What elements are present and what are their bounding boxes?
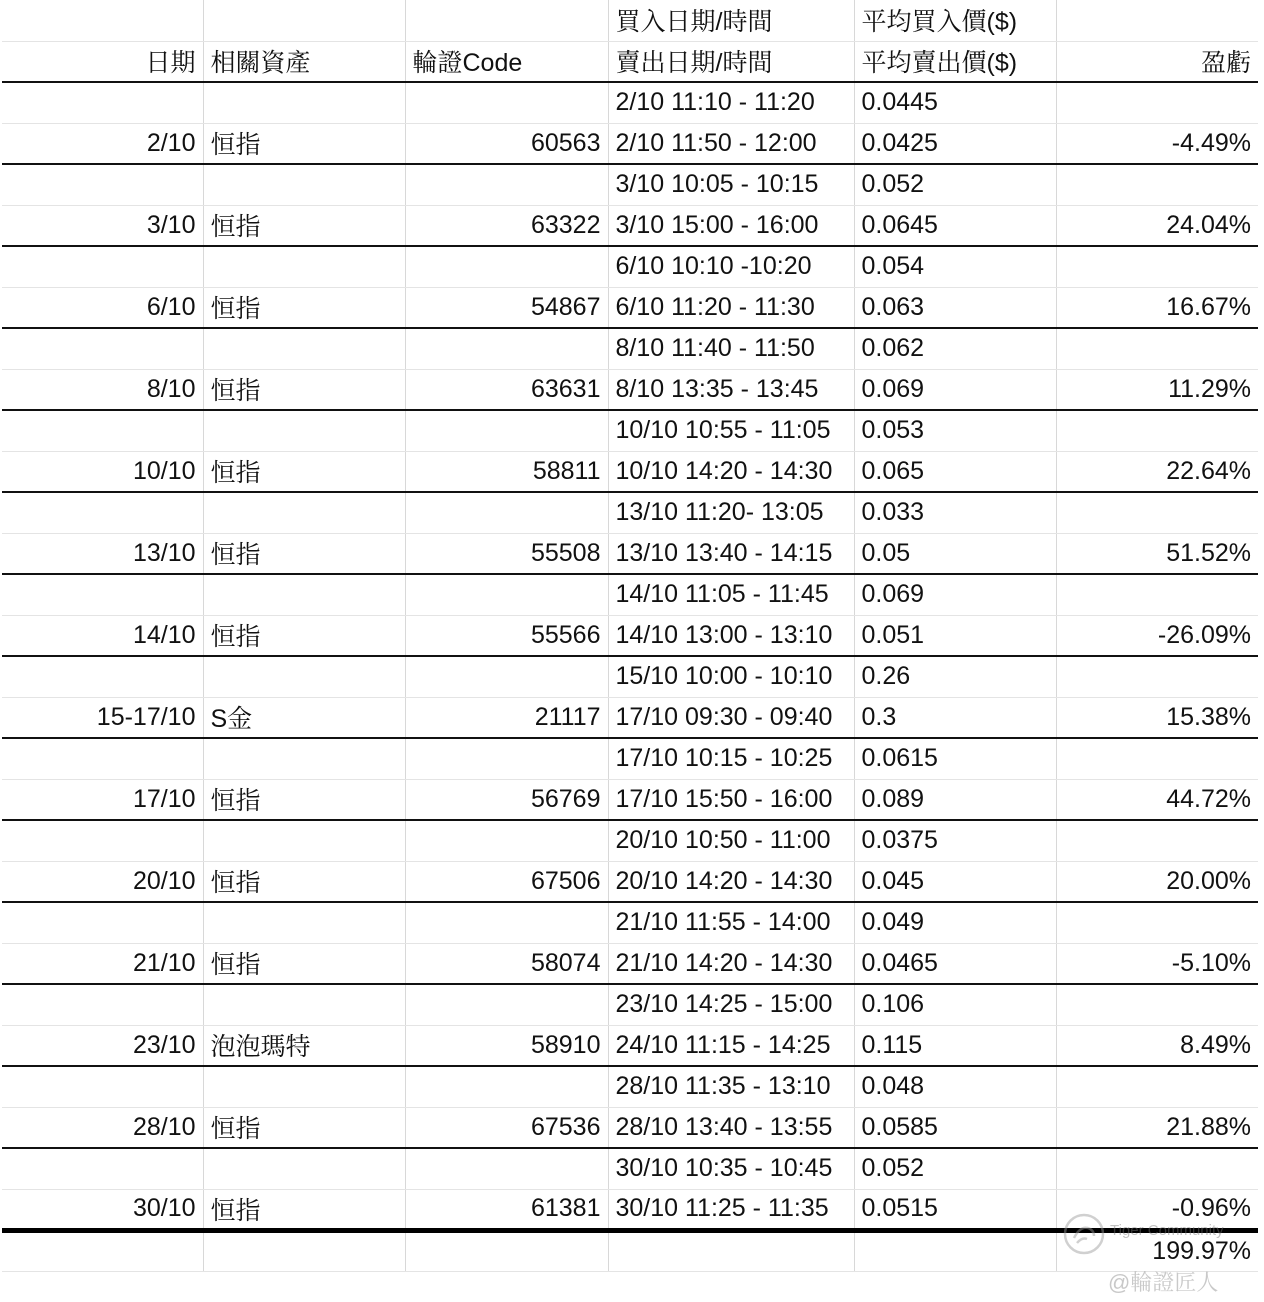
table-row-buy [2, 492, 1258, 533]
pnl-cell[interactable]: -0.96% [1056, 1189, 1258, 1230]
cell-empty[interactable] [203, 656, 405, 697]
code-cell[interactable]: 60563 [405, 123, 608, 164]
buy-price-cell[interactable]: 0.053 [854, 410, 1056, 451]
sell-time-cell[interactable]: 30/10 11:25 - 11:35 [608, 1189, 854, 1230]
code-cell[interactable]: 63322 [405, 205, 608, 246]
cell-empty[interactable] [1056, 492, 1258, 533]
date-cell[interactable]: 28/10 [2, 1107, 203, 1148]
cell-empty[interactable] [854, 1230, 1056, 1271]
code-cell[interactable]: 21117 [405, 697, 608, 738]
total-row [2, 1230, 1258, 1271]
cell-empty[interactable] [405, 656, 608, 697]
cell-empty[interactable] [2, 1066, 203, 1107]
sell-price-cell[interactable]: 0.045 [854, 861, 1056, 902]
cell-empty[interactable] [203, 246, 405, 287]
asset-cell[interactable]: 恒指 [203, 205, 405, 246]
buy-time-cell[interactable]: 23/10 14:25 - 15:00 [608, 984, 854, 1025]
sell-price-cell[interactable]: 0.115 [854, 1025, 1056, 1066]
sell-price-cell[interactable]: 0.051 [854, 615, 1056, 656]
table-row-buy [2, 574, 1258, 615]
buy-time-cell[interactable]: 30/10 10:35 - 10:45 [608, 1148, 854, 1189]
asset-cell[interactable]: 恒指 [203, 369, 405, 410]
header-sell-time[interactable]: 賣出日期/時間 [608, 41, 854, 82]
cell-empty[interactable] [2, 410, 203, 451]
sell-price-cell[interactable]: 0.3 [854, 697, 1056, 738]
cell-empty[interactable] [405, 492, 608, 533]
cell-empty[interactable] [1056, 164, 1258, 205]
cell-empty[interactable] [405, 902, 608, 943]
cell-empty[interactable] [1056, 738, 1258, 779]
sell-time-cell[interactable]: 2/10 11:50 - 12:00 [608, 123, 854, 164]
pnl-cell[interactable]: -5.10% [1056, 943, 1258, 984]
asset-cell[interactable]: 泡泡瑪特 [203, 1025, 405, 1066]
cell-empty[interactable] [203, 164, 405, 205]
sell-time-cell[interactable]: 3/10 15:00 - 16:00 [608, 205, 854, 246]
cell-empty[interactable] [1056, 1066, 1258, 1107]
buy-price-cell[interactable]: 0.052 [854, 164, 1056, 205]
sell-price-cell[interactable]: 0.0465 [854, 943, 1056, 984]
header-asset[interactable]: 相關資產 [203, 41, 405, 82]
cell-empty[interactable] [2, 738, 203, 779]
buy-time-cell[interactable]: 8/10 11:40 - 11:50 [608, 328, 854, 369]
cell-empty[interactable] [203, 738, 405, 779]
table-row-buy [2, 656, 1258, 697]
asset-cell[interactable]: 恒指 [203, 861, 405, 902]
buy-time-cell[interactable]: 14/10 11:05 - 11:45 [608, 574, 854, 615]
table-row-buy [2, 246, 1258, 287]
trade-table [2, 0, 1258, 1272]
buy-time-cell[interactable]: 20/10 10:50 - 11:00 [608, 820, 854, 861]
code-cell[interactable]: 67536 [405, 1107, 608, 1148]
date-cell[interactable]: 10/10 [2, 451, 203, 492]
cell-empty[interactable] [2, 1148, 203, 1189]
asset-cell[interactable]: 恒指 [203, 615, 405, 656]
asset-cell[interactable]: 恒指 [203, 451, 405, 492]
cell-empty[interactable] [405, 410, 608, 451]
date-cell[interactable]: 23/10 [2, 1025, 203, 1066]
watermark-brand: Tiger Community [1110, 1222, 1224, 1239]
buy-time-cell[interactable]: 6/10 10:10 -10:20 [608, 246, 854, 287]
buy-time-cell[interactable]: 3/10 10:05 - 10:15 [608, 164, 854, 205]
date-cell[interactable]: 2/10 [2, 123, 203, 164]
table-row-sell [2, 123, 1258, 164]
table-row-sell [2, 1189, 1258, 1230]
pnl-cell[interactable]: 20.00% [1056, 861, 1258, 902]
buy-price-cell[interactable]: 0.062 [854, 328, 1056, 369]
date-cell[interactable]: 14/10 [2, 615, 203, 656]
cell-empty[interactable] [405, 820, 608, 861]
table-row-sell [2, 943, 1258, 984]
buy-time-cell[interactable]: 21/10 11:55 - 14:00 [608, 902, 854, 943]
code-cell[interactable]: 58910 [405, 1025, 608, 1066]
cell-empty[interactable] [203, 82, 405, 123]
cell-empty[interactable] [405, 738, 608, 779]
cell-empty[interactable] [1056, 0, 1258, 41]
table-row-sell [2, 369, 1258, 410]
table-row-buy [2, 1066, 1258, 1107]
date-cell[interactable]: 8/10 [2, 369, 203, 410]
pnl-cell[interactable]: 15.38% [1056, 697, 1258, 738]
cell-empty[interactable] [405, 0, 608, 41]
cell-empty[interactable] [405, 164, 608, 205]
cell-empty[interactable] [1056, 574, 1258, 615]
buy-price-cell[interactable]: 0.048 [854, 1066, 1056, 1107]
sell-time-cell[interactable]: 21/10 14:20 - 14:30 [608, 943, 854, 984]
cell-empty[interactable] [203, 0, 405, 41]
buy-price-cell[interactable]: 0.0445 [854, 82, 1056, 123]
sell-time-cell[interactable]: 13/10 13:40 - 14:15 [608, 533, 854, 574]
cell-empty[interactable] [1056, 82, 1258, 123]
table-row-sell [2, 533, 1258, 574]
cell-empty[interactable] [2, 820, 203, 861]
table-row-buy [2, 984, 1258, 1025]
cell-empty[interactable] [405, 1230, 608, 1271]
asset-cell[interactable]: S金 [203, 697, 405, 738]
cell-empty[interactable] [2, 574, 203, 615]
pnl-cell[interactable]: 51.52% [1056, 533, 1258, 574]
table-row-sell [2, 287, 1258, 328]
table-row-sell [2, 779, 1258, 820]
buy-time-cell[interactable]: 28/10 11:35 - 13:10 [608, 1066, 854, 1107]
cell-empty[interactable] [2, 984, 203, 1025]
buy-time-cell[interactable]: 10/10 10:55 - 11:05 [608, 410, 854, 451]
code-cell[interactable]: 63631 [405, 369, 608, 410]
buy-price-cell[interactable]: 0.106 [854, 984, 1056, 1025]
table-row-sell [2, 205, 1258, 246]
buy-price-cell[interactable]: 0.052 [854, 1148, 1056, 1189]
buy-price-cell[interactable]: 0.0615 [854, 738, 1056, 779]
buy-price-cell[interactable]: 0.0375 [854, 820, 1056, 861]
sell-time-cell[interactable]: 24/10 11:15 - 14:25 [608, 1025, 854, 1066]
header-buy-time[interactable]: 買入日期/時間 [608, 0, 854, 41]
cell-empty[interactable] [2, 902, 203, 943]
sell-price-cell[interactable]: 0.05 [854, 533, 1056, 574]
cell-empty[interactable] [1056, 328, 1258, 369]
cell-empty[interactable] [203, 1148, 405, 1189]
code-cell[interactable]: 61381 [405, 1189, 608, 1230]
header-row-1 [2, 0, 1258, 41]
cell-empty[interactable] [405, 574, 608, 615]
asset-cell[interactable]: 恒指 [203, 943, 405, 984]
sell-price-cell[interactable]: 0.0585 [854, 1107, 1056, 1148]
header-row-2 [2, 41, 1258, 82]
cell-empty[interactable] [203, 820, 405, 861]
code-cell[interactable]: 54867 [405, 287, 608, 328]
table-row-sell [2, 1107, 1258, 1148]
buy-time-cell[interactable]: 17/10 10:15 - 10:25 [608, 738, 854, 779]
buy-price-cell[interactable]: 0.26 [854, 656, 1056, 697]
cell-empty[interactable] [1056, 656, 1258, 697]
cell-empty[interactable] [2, 492, 203, 533]
cell-empty[interactable] [405, 246, 608, 287]
cell-empty[interactable] [1056, 820, 1258, 861]
sell-price-cell[interactable]: 0.069 [854, 369, 1056, 410]
cell-empty[interactable] [1056, 246, 1258, 287]
cell-empty[interactable] [2, 246, 203, 287]
asset-cell[interactable]: 恒指 [203, 533, 405, 574]
pnl-cell[interactable]: 44.72% [1056, 779, 1258, 820]
sell-price-cell[interactable]: 0.063 [854, 287, 1056, 328]
pnl-cell[interactable]: -26.09% [1056, 615, 1258, 656]
asset-cell[interactable]: 恒指 [203, 1189, 405, 1230]
total-pnl-cell[interactable]: 199.97% [1056, 1230, 1258, 1271]
table-row-buy [2, 820, 1258, 861]
cell-empty[interactable] [203, 328, 405, 369]
table-row-sell [2, 697, 1258, 738]
sell-time-cell[interactable]: 8/10 13:35 - 13:45 [608, 369, 854, 410]
cell-empty[interactable] [2, 1230, 203, 1271]
sell-time-cell[interactable]: 17/10 15:50 - 16:00 [608, 779, 854, 820]
pnl-cell[interactable]: 21.88% [1056, 1107, 1258, 1148]
sell-time-cell[interactable]: 6/10 11:20 - 11:30 [608, 287, 854, 328]
table-row-sell [2, 861, 1258, 902]
table-row-buy [2, 738, 1258, 779]
cell-empty[interactable] [608, 1230, 854, 1271]
asset-cell[interactable]: 恒指 [203, 1107, 405, 1148]
date-cell[interactable]: 13/10 [2, 533, 203, 574]
pnl-cell[interactable]: 16.67% [1056, 287, 1258, 328]
asset-cell[interactable]: 恒指 [203, 779, 405, 820]
cell-empty[interactable] [405, 984, 608, 1025]
date-cell[interactable]: 3/10 [2, 205, 203, 246]
buy-price-cell[interactable]: 0.049 [854, 902, 1056, 943]
table-row-buy [2, 902, 1258, 943]
cell-empty[interactable] [203, 902, 405, 943]
date-cell[interactable]: 6/10 [2, 287, 203, 328]
buy-price-cell[interactable]: 0.033 [854, 492, 1056, 533]
cell-empty[interactable] [2, 0, 203, 41]
date-cell[interactable]: 20/10 [2, 861, 203, 902]
buy-time-cell[interactable]: 13/10 11:20- 13:05 [608, 492, 854, 533]
header-sell-price[interactable]: 平均賣出價($) [854, 41, 1056, 82]
cell-empty[interactable] [405, 328, 608, 369]
cell-empty[interactable] [1056, 1148, 1258, 1189]
cell-empty[interactable] [203, 984, 405, 1025]
buy-price-cell[interactable]: 0.069 [854, 574, 1056, 615]
watermark-handle: @輪證匠人 [1108, 1270, 1219, 1295]
sell-price-cell[interactable]: 0.0425 [854, 123, 1056, 164]
cell-empty[interactable] [2, 656, 203, 697]
pnl-cell[interactable]: 8.49% [1056, 1025, 1258, 1066]
cell-empty[interactable] [2, 82, 203, 123]
table-row-buy [2, 1148, 1258, 1189]
sell-time-cell[interactable]: 20/10 14:20 - 14:30 [608, 861, 854, 902]
code-cell[interactable]: 56769 [405, 779, 608, 820]
buy-time-cell[interactable]: 2/10 11:10 - 11:20 [608, 82, 854, 123]
cell-empty[interactable] [203, 410, 405, 451]
code-cell[interactable]: 55508 [405, 533, 608, 574]
cell-empty[interactable] [203, 574, 405, 615]
table-row-buy [2, 82, 1258, 123]
cell-empty[interactable] [1056, 410, 1258, 451]
code-cell[interactable]: 55566 [405, 615, 608, 656]
date-cell[interactable]: 21/10 [2, 943, 203, 984]
cell-empty[interactable] [203, 1230, 405, 1271]
cell-empty[interactable] [203, 1066, 405, 1107]
cell-empty[interactable] [405, 1148, 608, 1189]
code-cell[interactable]: 58811 [405, 451, 608, 492]
sell-time-cell[interactable]: 17/10 09:30 - 09:40 [608, 697, 854, 738]
cell-empty[interactable] [1056, 984, 1258, 1025]
code-cell[interactable]: 67506 [405, 861, 608, 902]
pnl-cell[interactable]: 22.64% [1056, 451, 1258, 492]
table-row-sell [2, 615, 1258, 656]
code-cell[interactable]: 58074 [405, 943, 608, 984]
pnl-cell[interactable]: 11.29% [1056, 369, 1258, 410]
cell-empty[interactable] [405, 1066, 608, 1107]
cell-empty[interactable] [405, 82, 608, 123]
header-code[interactable]: 輪證Code [405, 41, 608, 82]
sell-price-cell[interactable]: 0.0515 [854, 1189, 1056, 1230]
date-cell[interactable]: 17/10 [2, 779, 203, 820]
pnl-cell[interactable]: -4.49% [1056, 123, 1258, 164]
date-cell[interactable]: 15-17/10 [2, 697, 203, 738]
cell-empty[interactable] [2, 164, 203, 205]
table-row-sell [2, 451, 1258, 492]
table-row-sell [2, 1025, 1258, 1066]
sell-time-cell[interactable]: 28/10 13:40 - 13:55 [608, 1107, 854, 1148]
table-row-buy [2, 410, 1258, 451]
header-date[interactable]: 日期 [2, 41, 203, 82]
table-row-buy [2, 328, 1258, 369]
sell-time-cell[interactable]: 14/10 13:00 - 13:10 [608, 615, 854, 656]
sell-time-cell[interactable]: 10/10 14:20 - 14:30 [608, 451, 854, 492]
sell-price-cell[interactable]: 0.089 [854, 779, 1056, 820]
asset-cell[interactable]: 恒指 [203, 123, 405, 164]
buy-price-cell[interactable]: 0.054 [854, 246, 1056, 287]
buy-time-cell[interactable]: 15/10 10:00 - 10:10 [608, 656, 854, 697]
header-pnl[interactable]: 盈虧 [1056, 41, 1258, 82]
sell-price-cell[interactable]: 0.065 [854, 451, 1056, 492]
pnl-cell[interactable]: 24.04% [1056, 205, 1258, 246]
cell-empty[interactable] [203, 492, 405, 533]
cell-empty[interactable] [1056, 902, 1258, 943]
asset-cell[interactable]: 恒指 [203, 287, 405, 328]
table-row-buy [2, 164, 1258, 205]
sell-price-cell[interactable]: 0.0645 [854, 205, 1056, 246]
header-buy-price[interactable]: 平均買入價($) [854, 0, 1056, 41]
date-cell[interactable]: 30/10 [2, 1189, 203, 1230]
cell-empty[interactable] [2, 328, 203, 369]
